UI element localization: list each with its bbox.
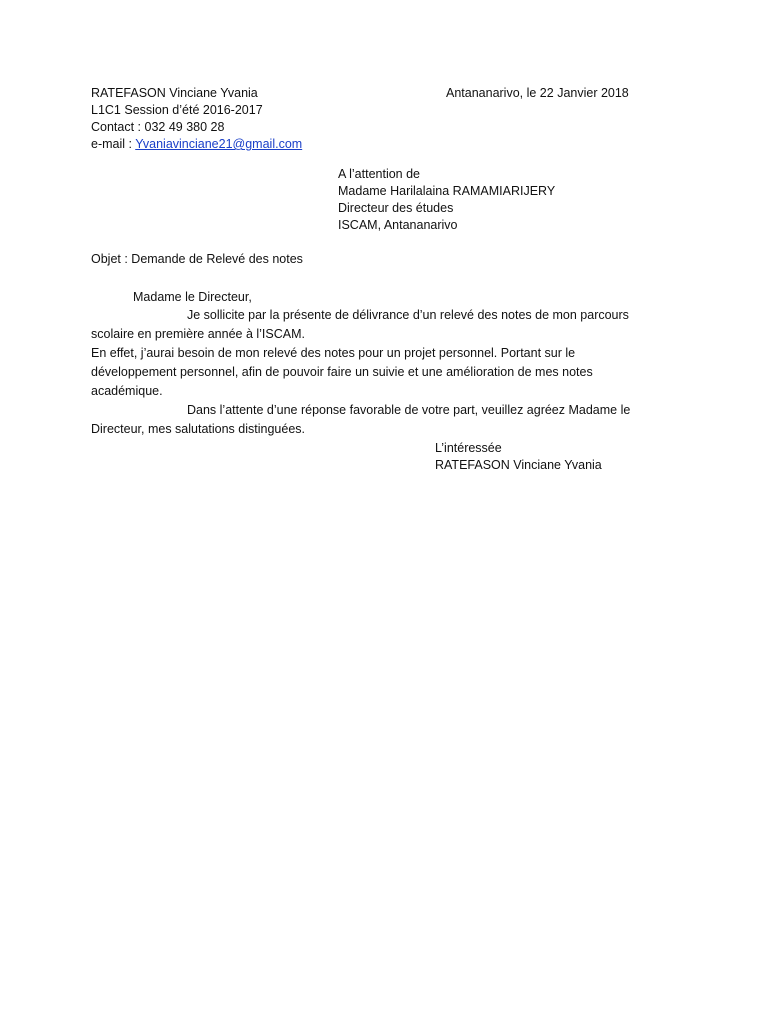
email-link[interactable]: Yvaniavinciane21@gmail.com	[135, 137, 303, 151]
salutation: Madame le Directeur,	[133, 290, 252, 304]
paragraph-3-line-1: Dans l’attente d’une réponse favorable de votre part, veuillez agréez Madame le	[187, 403, 631, 417]
signature-name: RATEFASON Vinciane Yvania	[435, 458, 602, 472]
sender-contact: Contact : 032 49 380 28	[91, 120, 225, 134]
recipient-attention: A l’attention de	[338, 167, 421, 181]
recipient-institution: ISCAM, Antananarivo	[338, 218, 458, 232]
signature-block	[435, 440, 602, 474]
sender-session: L1C1 Session d’été 2016-2017	[91, 103, 263, 117]
recipient-block	[338, 166, 555, 234]
recipient-title: Directeur des études	[338, 201, 454, 215]
paragraph-1-line-1: Je sollicite par la présente de délivrance d’un relevé des notes de mon parcours	[187, 308, 629, 322]
paragraph-1-line-2: scolaire en première année à l’ISCAM.	[91, 327, 305, 341]
paragraph-2-line-1: En effet, j’aurai besoin de mon relevé des notes pour un projet personnel. Portant sur le	[91, 346, 576, 360]
paragraph-2-line-2: développement personnel, afin de pouvoir faire un suivie et une amélioration de mes notes	[91, 365, 593, 379]
sender-email-line	[91, 136, 302, 153]
email-label: e-mail :	[91, 137, 136, 151]
letter-object: Objet : Demande de Relevé des notes	[91, 252, 303, 266]
sender-block	[91, 85, 302, 153]
signature-label: L’intéressée	[435, 441, 502, 455]
recipient-name: Madame Harilalaina RAMAMIARIJERY	[338, 184, 556, 198]
paragraph-2-line-3: académique.	[91, 384, 163, 398]
letter-date: Antananarivo, le 22 Janvier 2018	[446, 86, 629, 100]
paragraph-3-line-2: Directeur, mes salutations distinguées.	[91, 422, 305, 436]
sender-name: RATEFASON Vinciane Yvania	[91, 86, 258, 100]
